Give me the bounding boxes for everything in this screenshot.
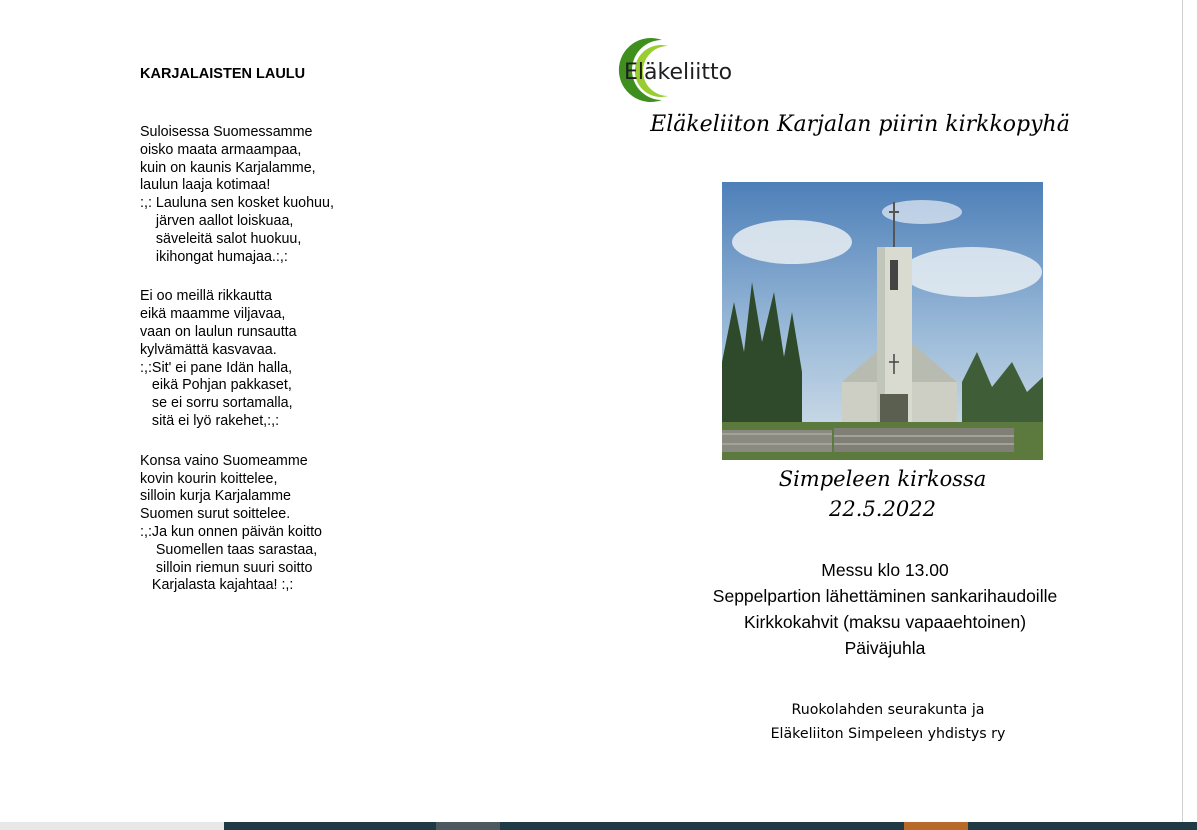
vertical-scrollbar[interactable] (1182, 0, 1197, 822)
page-heading: Eläkeliiton Karjalan piirin kirkkopyhä (650, 112, 1070, 137)
program-item: Seppelpartion lähettäminen sankarihaudoille (712, 586, 1058, 606)
taskbar-strip (0, 822, 1197, 830)
organizers (720, 698, 1056, 746)
program-item: Päiväjuhla (844, 638, 926, 658)
logo-text: Eläkeliitto (624, 60, 733, 85)
song-title: KARJALAISTEN LAULU (140, 66, 306, 82)
organizer-line: Ruokolahden seurakunta ja (791, 702, 985, 718)
song-verse: Ei oo meillä rikkautta eikä maamme viljavaa, vaan on laulun runsautta kylvämättä kasvavaa. :,:Sit' ei pane Idän halla, eikä Pohjan pakkaset, se ei sorru sortamalla, sitä ei lyö rakehet,:,: (140, 288, 297, 429)
photo-caption (722, 464, 1043, 524)
program-item: Kirkkokahvit (maksu vapaaehtoinen) (743, 612, 1027, 632)
song-verse: Konsa vaino Suomeamme kovin kourin koittelee, silloin kurja Karjalamme Suomen surut soittelee. :,:Ja kun onnen päivän koitto Suomellen taas sarastaa, silloin riemun suuri soitto Karjalasta kajahtaa! :,: (140, 452, 323, 594)
caption-place: Simpeleen kirkossa (778, 467, 987, 491)
organizer-line: Eläkeliiton Simpeleen yhdistys ry (770, 726, 1006, 742)
event-program (620, 557, 1150, 661)
church-photo (722, 182, 1043, 460)
song-verse: Suloisessa Suomessamme oisko maata armaampaa, kuin on kaunis Karjalamme, laulun laaja kotimaa! :,: Lauluna sen kosket kuohuu, järven aallot loiskuaa, säveleitä salot huokuu, ikihongat humajaa.:,: (140, 124, 334, 265)
program-item: Messu klo 13.00 (821, 560, 949, 580)
song-column (140, 66, 400, 617)
caption-date: 22.5.2022 (829, 497, 936, 521)
